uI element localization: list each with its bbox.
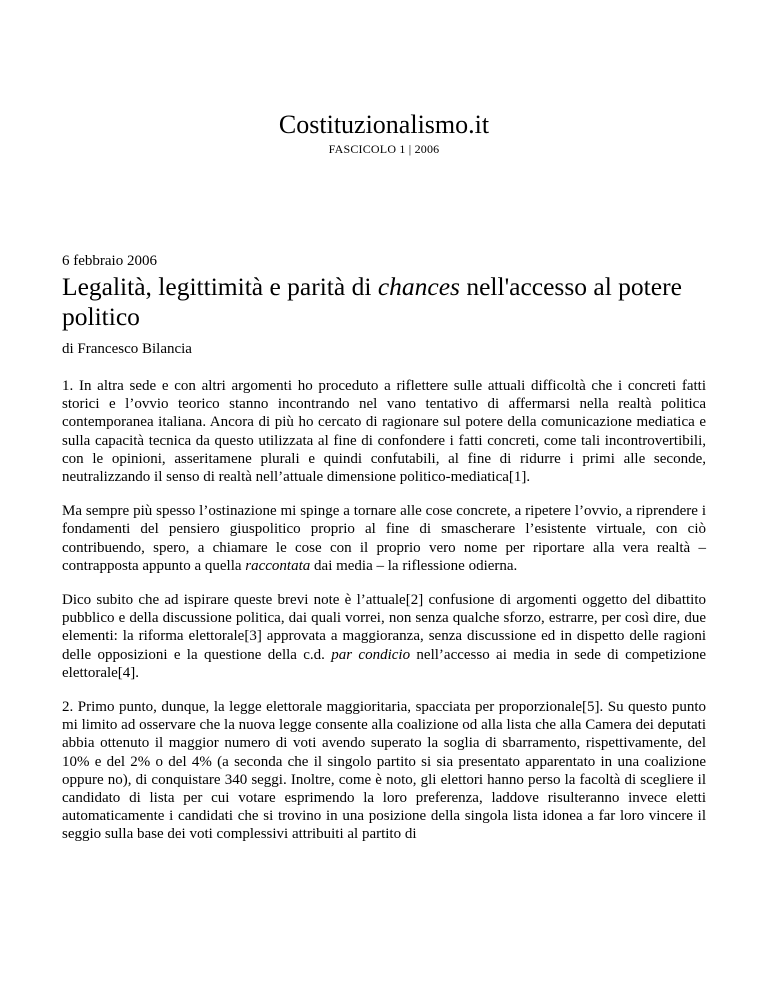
article-title [62,272,706,332]
paragraph-1 [62,377,706,486]
paragraph-text: Dico subito che ad ispirare queste brevi note è l’attuale[2] confusione di argomenti oggetto del dibattito pubblico e della discussione politica, dai quali vorrei, non senza qualche sforzo, estrarre, per così dire, due elementi: la riforma elettorale[3] approvata a maggioranza, senza discussione ed in dispetto delle ragioni delle opposizioni e la questione della c.d. [62,592,706,663]
paragraph-text: 1. In altra sede e con altri argomenti ho proceduto a riflettere sulle attuali difficoltà che i concreti fatti storici e l’ovvio teorico stanno incontrando nel vano tentativo di affermarsi nella realtà politica contemporanea italiana. Ancora di più ho cercato di ragionare sul potere della comunicazione mediatica e sulla capacità tecnica da questo utilizzata al fine di confondere i fatti concreti, come tali incontrovertibili, con le opinioni, asseritamene plurali e quindi confutabili, al fine di ridurre i primi alle seconde, neutralizzando il senso di realtà nell’attuale dimensione politico-mediatica[1]. [62,378,706,486]
paragraph-3 [62,591,706,682]
article-title-part: Legalità, legittimità e parità di [62,272,378,301]
paragraph-text: 2. Primo punto, dunque, la legge elettorale maggioritaria, spacciata per proporzionale[5]. Su questo punto mi limito ad osservare che la nuova legge consente alla coalizione od alla lista che alla Camera dei deputati abbia ottenuto il maggior numero di voti avendo superato la soglia di sbarramento, rispettivamente, del 10% e del 2% o del 4% (a seconda che il singolo partito si sia presentato apparentato in una coalizione oppure no), di conquistare 340 seggi. Inoltre, come è noto, gli elettori hanno perso la facoltà di scegliere il candidato di lista per cui votare esprimendo la loro preferenza, laddove risulteranno invece eletti automaticamente i candidati che si trovino in una posizione della singola lista idonea a far loro vincere il seggio sulla base dei voti complessivi attribuiti al partito di [62,699,706,843]
article-title-part: nell'accesso al potere politico [62,272,682,331]
paragraph-text: nell’accesso ai media in sede di competizione elettorale[4]. [62,646,706,681]
paragraph-text: dai media – la riflessione odierna. [310,557,518,574]
journal-header [0,110,768,156]
article-author: di Francesco Bilancia [62,341,192,357]
article-title-emphasis: chances [377,272,460,301]
issue-label: FASCICOLO 1 | 2006 [328,142,440,156]
paragraph-4 [62,698,706,844]
journal-title: Costituzionalismo.it [278,110,490,139]
article-date: 6 febbraio 2006 [62,253,157,269]
article-body [62,252,706,860]
paragraph-emphasis: par condicio [331,646,411,663]
paragraph-text: Ma sempre più spesso l’ostinazione mi spinge a tornare alle cose concrete, a ripetere l’ovvio, a riprendere i fondamenti del pensiero giuspolitico proprio al fine di smascherare l’esistente virtuale, con ciò contribuendo, spero, a chiamare le cose con il proprio vero nome per riportare alla vera realtà – contrapposta appunto a quella [62,503,706,574]
paragraph-2 [62,502,706,575]
paragraph-emphasis: raccontata [245,557,311,574]
